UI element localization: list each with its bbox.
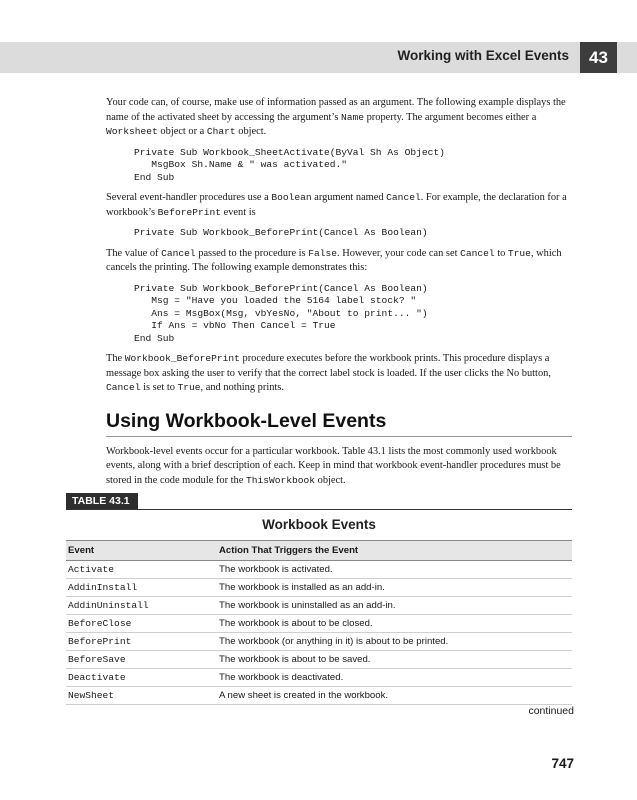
event-action: The workbook is about to be closed.	[219, 618, 373, 629]
section-heading: Using Workbook-Level Events	[106, 410, 572, 437]
continued-note: continued	[528, 705, 574, 717]
table-rule	[66, 509, 572, 510]
main-content	[106, 96, 572, 488]
event-name: BeforeSave	[68, 654, 126, 665]
event-action: The workbook is about to be saved.	[219, 654, 371, 665]
table-header-event: Event	[68, 545, 95, 556]
code-block-sheet-activate: Private Sub Workbook_SheetActivate(ByVal Sh As Object) MsgBox Sh.Name & " was activated." End Sub	[134, 146, 445, 183]
table-header-row	[66, 540, 572, 561]
event-name: NewSheet	[68, 690, 115, 701]
event-action: The workbook is uninstalled as an add-in.	[219, 600, 396, 611]
table-tag: TABLE 43.1	[66, 493, 138, 510]
event-name: Deactivate	[68, 672, 126, 683]
table-row	[66, 561, 572, 579]
table-row	[66, 669, 572, 687]
event-name: Activate	[68, 564, 115, 575]
event-action: The workbook is deactivated.	[219, 672, 344, 683]
table-header-action: Action That Triggers the Event	[219, 545, 359, 556]
table-row	[66, 615, 572, 633]
event-name: BeforePrint	[68, 636, 132, 647]
page-number: 747	[551, 756, 574, 771]
event-action: The workbook is activated.	[219, 564, 333, 575]
paragraph-2: Several event-handler procedures use a Boolean argument named Cancel. For example, the declaration for a workbook’s BeforePrint event is	[106, 192, 567, 218]
event-name: BeforeClose	[68, 618, 132, 629]
code-block-before-print-example: Private Sub Workbook_BeforePrint(Cancel As Boolean) Msg = "Have you loaded the 5164 label stock? " Ans = MsgBox(Msg, vbYesNo, "About to print... ") If Ans = vbNo Then Cancel = True End Sub	[134, 282, 428, 344]
running-header-title: Working with Excel Events	[397, 48, 569, 63]
table-row	[66, 579, 572, 597]
paragraph-5: Workbook-level events occur for a particular workbook. Table 43.1 lists the most commonly used workbook events, along with a brief description of each. Keep in mind that workbook event-handler procedures must be stored in the code module for the ThisWorkbook object.	[106, 445, 561, 486]
paragraph-4: The Workbook_BeforePrint procedure executes before the workbook prints. This procedure displays a message box asking the user to verify that the correct label stock is loaded. If the user clicks the No button, Cancel is set to True, and nothing prints.	[106, 353, 551, 393]
chapter-number-box: 43	[580, 42, 617, 73]
table-row	[66, 651, 572, 669]
table-row	[66, 597, 572, 615]
paragraph-3: The value of Cancel passed to the procedure is False. However, your code can set Cancel to True, which cancels the printing. The following example demonstrates this:	[106, 247, 562, 273]
table-row	[66, 633, 572, 651]
event-action: The workbook is installed as an add-in.	[219, 582, 385, 593]
table-title: Workbook Events	[262, 517, 376, 532]
workbook-events-table	[66, 540, 572, 705]
event-name: AddinInstall	[68, 582, 138, 593]
event-action: The workbook (or anything in it) is about to be printed.	[219, 636, 449, 647]
event-name: AddinUninstall	[68, 600, 149, 611]
paragraph-1: Your code can, of course, make use of information passed as an argument. The following example displays the name of the activated sheet by accessing the argument’s Name property. The argument becomes either a Worksheet object or a Chart object.	[106, 97, 566, 137]
event-action: A new sheet is created in the workbook.	[219, 690, 389, 701]
code-block-before-print-declaration: Private Sub Workbook_BeforePrint(Cancel As Boolean)	[134, 227, 428, 238]
table-row	[66, 687, 572, 705]
